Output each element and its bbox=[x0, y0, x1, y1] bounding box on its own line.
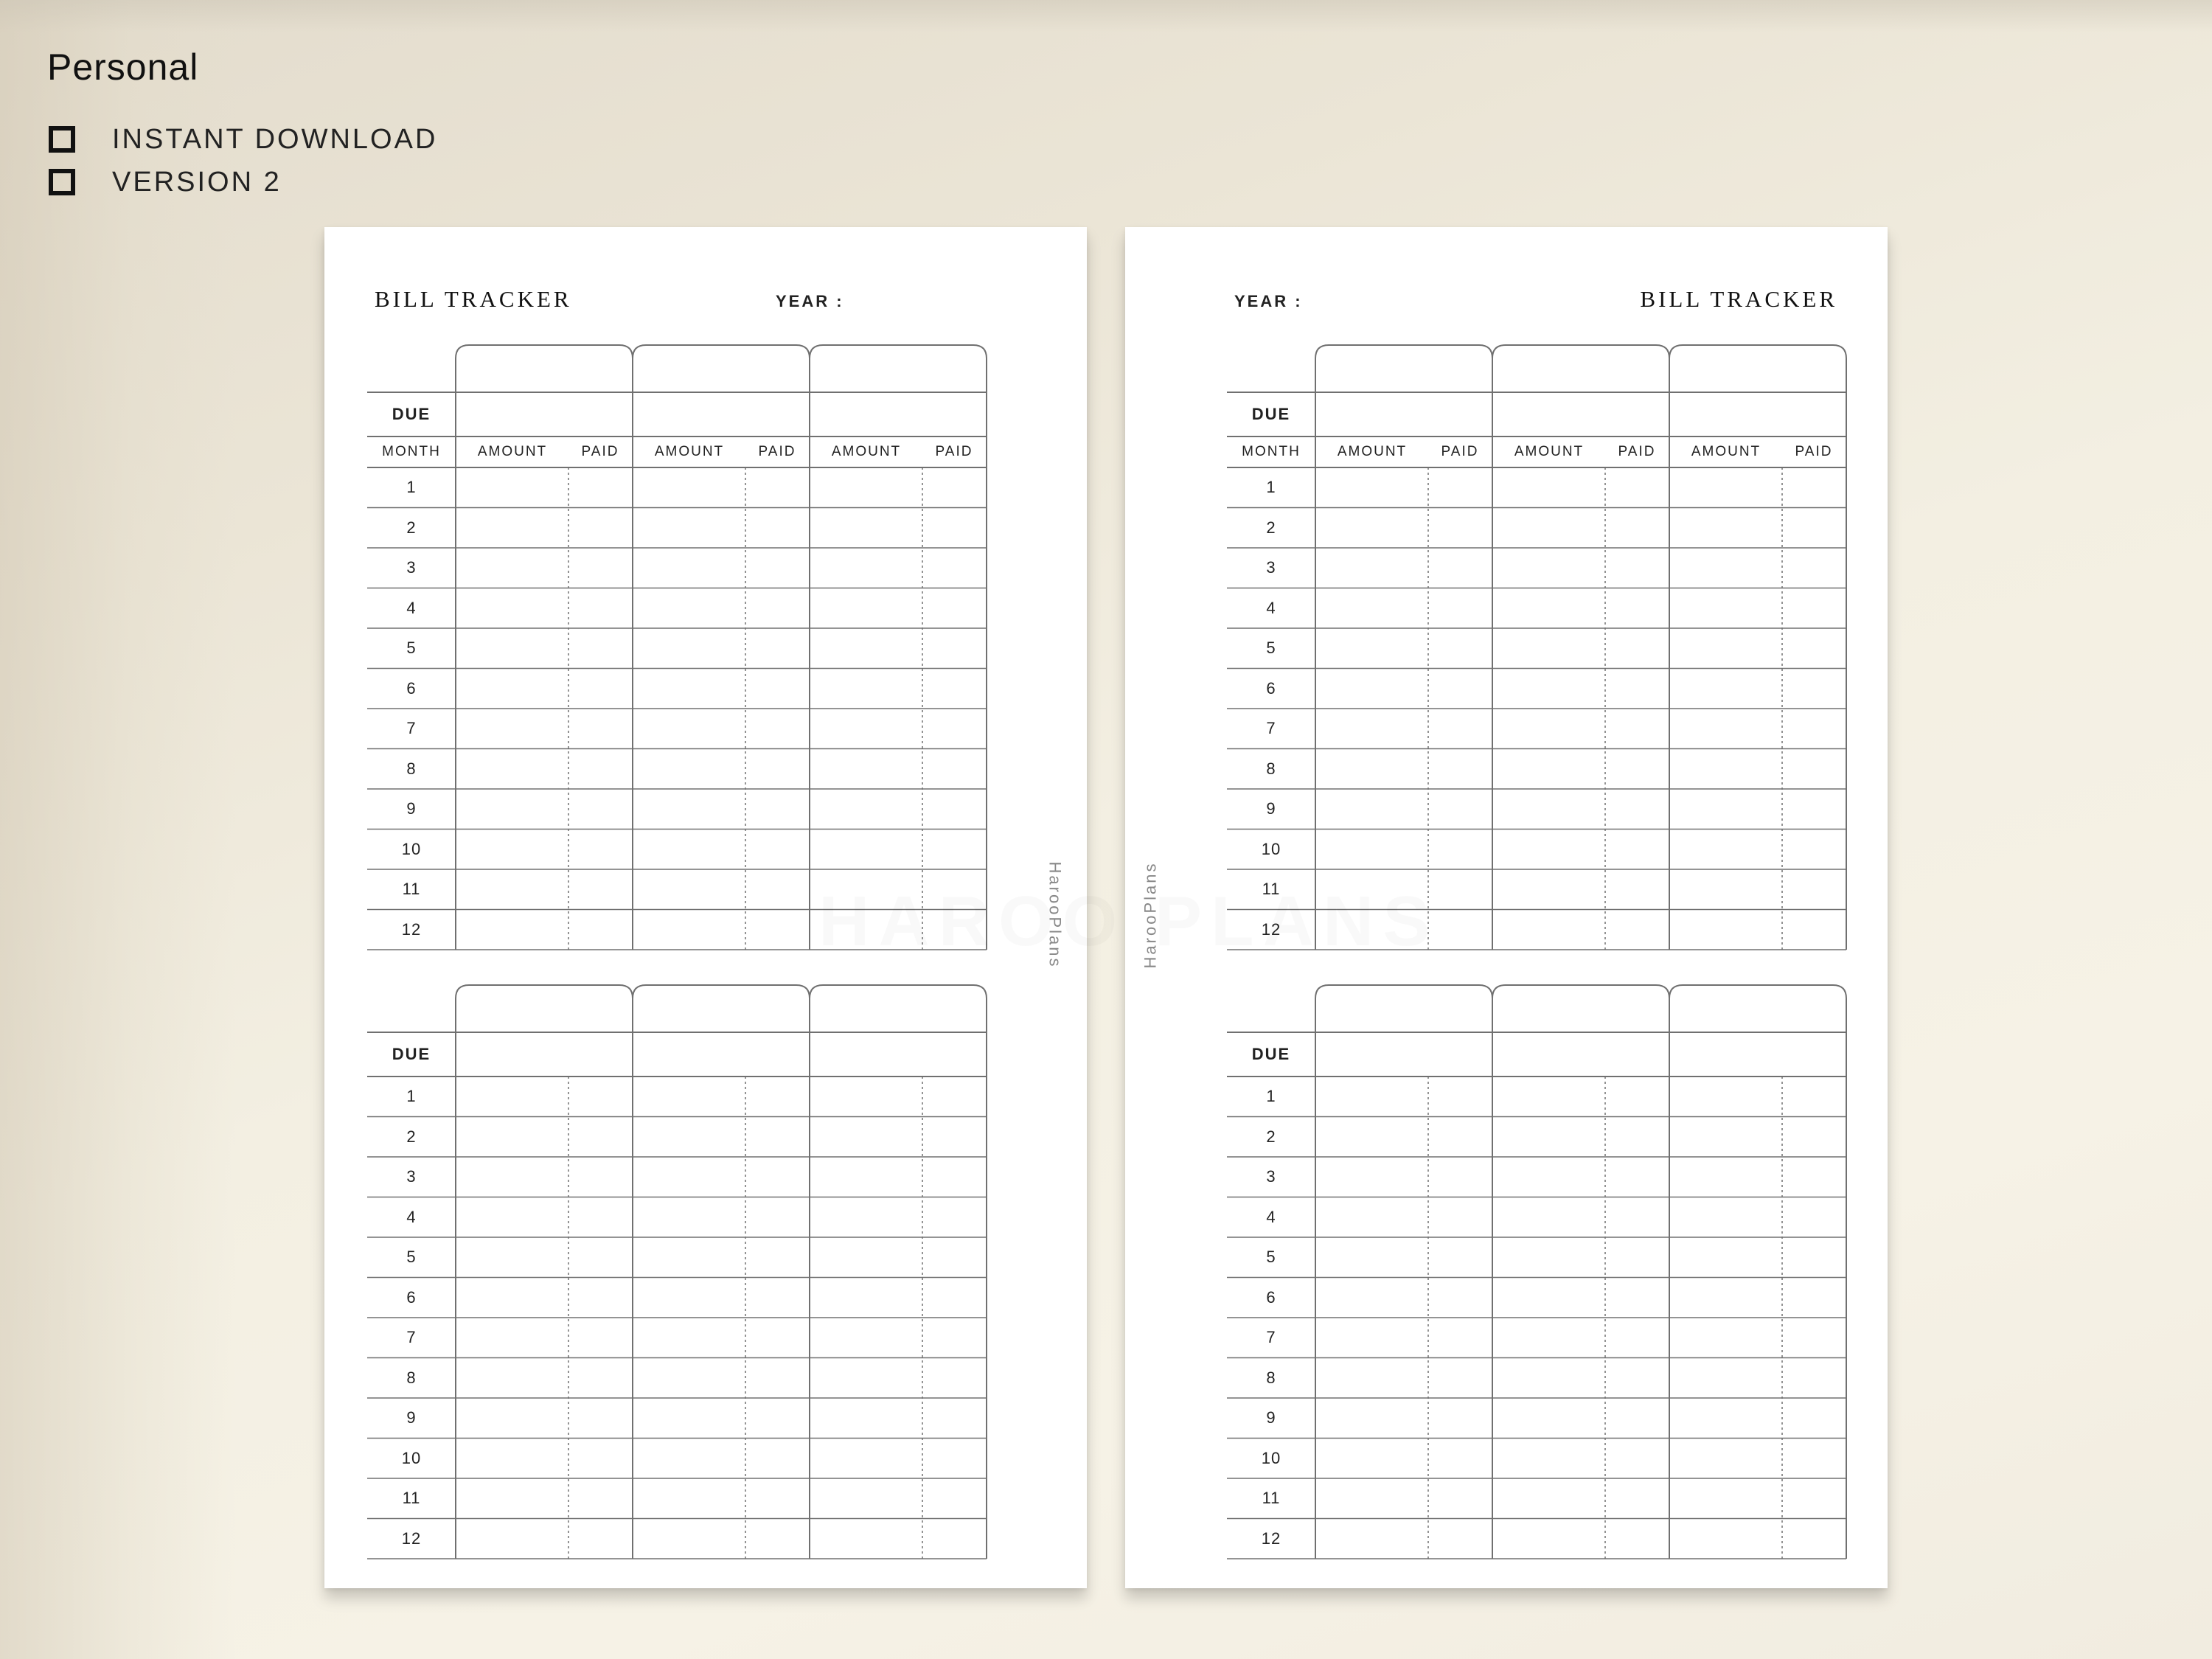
month-number: 10 bbox=[401, 1448, 422, 1467]
brand-mark: HarooPlans bbox=[1141, 861, 1160, 969]
month-number: 11 bbox=[1262, 880, 1281, 899]
paid-header: PAID bbox=[758, 443, 796, 459]
month-header: MONTH bbox=[1242, 443, 1301, 459]
brand-mark: HarooPlans bbox=[1046, 861, 1065, 969]
due-label: DUE bbox=[1251, 404, 1291, 423]
month-number: 3 bbox=[406, 1167, 417, 1186]
watermark bbox=[818, 881, 1439, 962]
amount-header: AMOUNT bbox=[1514, 443, 1585, 459]
month-number: 7 bbox=[406, 719, 417, 738]
planner-size-label: Personal bbox=[47, 46, 199, 88]
month-number: 8 bbox=[406, 759, 417, 778]
paid-header: PAID bbox=[581, 443, 619, 459]
month-number: 5 bbox=[1266, 1248, 1276, 1267]
month-number: 4 bbox=[406, 598, 417, 617]
amount-header: AMOUNT bbox=[477, 443, 548, 459]
amount-header: AMOUNT bbox=[654, 443, 725, 459]
feature-item bbox=[49, 118, 437, 161]
feature-list bbox=[49, 118, 437, 204]
page-title: BILL TRACKER bbox=[375, 286, 572, 312]
feature-item bbox=[49, 161, 437, 204]
paid-header: PAID bbox=[935, 443, 973, 459]
month-number: 1 bbox=[406, 1087, 417, 1106]
month-number: 11 bbox=[402, 1489, 421, 1508]
month-number: 1 bbox=[406, 478, 417, 497]
month-number: 10 bbox=[1261, 839, 1281, 858]
month-number: 2 bbox=[406, 1127, 417, 1146]
page-title: BILL TRACKER bbox=[1640, 286, 1837, 312]
month-number: 8 bbox=[1266, 1368, 1276, 1387]
month-number: 5 bbox=[406, 639, 417, 658]
month-number: 3 bbox=[1266, 558, 1276, 577]
month-number: 11 bbox=[402, 880, 421, 899]
month-number: 9 bbox=[406, 1408, 417, 1427]
amount-header: AMOUNT bbox=[831, 443, 902, 459]
month-number: 9 bbox=[406, 799, 417, 818]
month-number: 2 bbox=[1266, 518, 1276, 537]
month-number: 4 bbox=[1266, 598, 1276, 617]
month-header: MONTH bbox=[382, 443, 441, 459]
paid-header: PAID bbox=[1795, 443, 1833, 459]
month-number: 12 bbox=[401, 919, 422, 939]
year-label: YEAR : bbox=[1234, 292, 1303, 310]
month-number: 6 bbox=[406, 678, 417, 698]
month-number: 10 bbox=[1261, 1448, 1281, 1467]
month-number: 1 bbox=[1266, 1087, 1276, 1106]
month-number: 4 bbox=[1266, 1207, 1276, 1226]
month-number: 12 bbox=[1261, 919, 1281, 939]
month-number: 4 bbox=[406, 1207, 417, 1226]
month-number: 6 bbox=[406, 1287, 417, 1307]
month-number: 5 bbox=[1266, 639, 1276, 658]
top-shade bbox=[0, 0, 2212, 32]
amount-header: AMOUNT bbox=[1337, 443, 1408, 459]
month-number: 2 bbox=[406, 518, 417, 537]
due-label: DUE bbox=[1251, 1044, 1291, 1063]
month-number: 11 bbox=[1262, 1489, 1281, 1508]
month-number: 9 bbox=[1266, 1408, 1276, 1427]
month-number: 8 bbox=[1266, 759, 1276, 778]
due-label: DUE bbox=[392, 1044, 431, 1063]
month-number: 10 bbox=[401, 839, 422, 858]
month-number: 9 bbox=[1266, 799, 1276, 818]
month-number: 12 bbox=[401, 1528, 422, 1548]
checkbox-icon bbox=[49, 169, 75, 195]
month-number: 1 bbox=[1266, 478, 1276, 497]
feature-label: INSTANT DOWNLOAD bbox=[112, 123, 438, 155]
paid-header: PAID bbox=[1441, 443, 1479, 459]
month-number: 3 bbox=[406, 558, 417, 577]
month-number: 7 bbox=[406, 1328, 417, 1347]
month-number: 7 bbox=[1266, 1328, 1276, 1347]
feature-label: VERSION 2 bbox=[112, 166, 282, 198]
month-number: 2 bbox=[1266, 1127, 1276, 1146]
month-number: 12 bbox=[1261, 1528, 1281, 1548]
month-number: 7 bbox=[1266, 719, 1276, 738]
month-number: 3 bbox=[1266, 1167, 1276, 1186]
month-number: 5 bbox=[406, 1248, 417, 1267]
month-number: 6 bbox=[1266, 1287, 1276, 1307]
due-label: DUE bbox=[392, 404, 431, 423]
amount-header: AMOUNT bbox=[1691, 443, 1761, 459]
year-label: YEAR : bbox=[776, 292, 844, 310]
paid-header: PAID bbox=[1618, 443, 1656, 459]
month-number: 8 bbox=[406, 1368, 417, 1387]
month-number: 6 bbox=[1266, 678, 1276, 698]
checkbox-icon bbox=[49, 126, 75, 153]
